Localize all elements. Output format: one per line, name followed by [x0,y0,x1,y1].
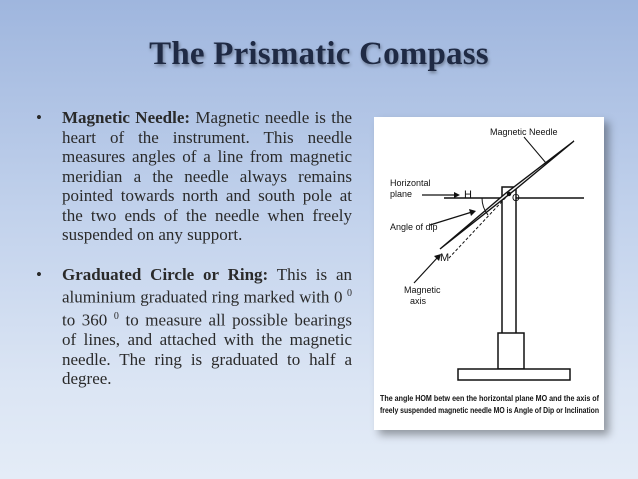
needle-leader [524,137,546,163]
bullet-magnetic-needle [36,108,352,245]
label-axis: axis [410,296,427,306]
label-horizontal: Horizontal [390,178,431,188]
slide-title: The Prismatic Compass [149,36,489,72]
stand-pillar [502,187,516,337]
base-plate [458,369,570,380]
bullet-graduated-circle [36,265,352,389]
label-plane: plane [390,189,413,199]
figure-caption-line-1: The angle HOM betw een the horizontal plane MO and the axis of [380,394,600,403]
stand-block [498,333,524,369]
degree-superscript: 0 [347,288,353,299]
diagram-svg [374,117,604,430]
label-magnetic-needle: Magnetic Needle [490,127,558,137]
label-O: O [512,193,520,204]
bullet-term: Magnetic Needle: [62,108,191,127]
bullet-term: Graduated Circle or Ring: [62,264,269,284]
label-H: H [464,189,472,201]
arrowhead-icon [454,192,460,198]
bullet-text: to measure all possible bearings of lines, and attached with the magnetic needle. The ring is graduated to half a degree. [62,310,353,389]
bullet-text: This is an aluminium graduated ring marked with 0 [62,264,353,307]
bullet-dot: • [36,108,42,127]
bullet-dot: • [36,264,42,284]
degree-superscript: 0 [113,311,119,323]
bullet-list [36,108,352,409]
figure-caption-line-2: freely suspended magnetic needle MO is Angle of Dip or Inclination [380,406,599,415]
arrowhead-icon [469,209,476,216]
bullet-text: Magnetic needle is the heart of the instrument. This needle measures angles of a line from magnetic meridian a the needle always remains pointed towards north and south pole at the two ends of the needle when freely suspended on any support. [62,108,352,244]
bullet-text: to 360 [62,310,108,330]
label-angle-of-dip: Angle of dip [390,222,438,232]
axis-arrow [414,257,438,283]
magnetic-axis-line [448,194,509,259]
label-M: M [440,252,450,264]
angle-of-dip-diagram [374,117,604,430]
label-magnetic: Magnetic [404,285,441,295]
